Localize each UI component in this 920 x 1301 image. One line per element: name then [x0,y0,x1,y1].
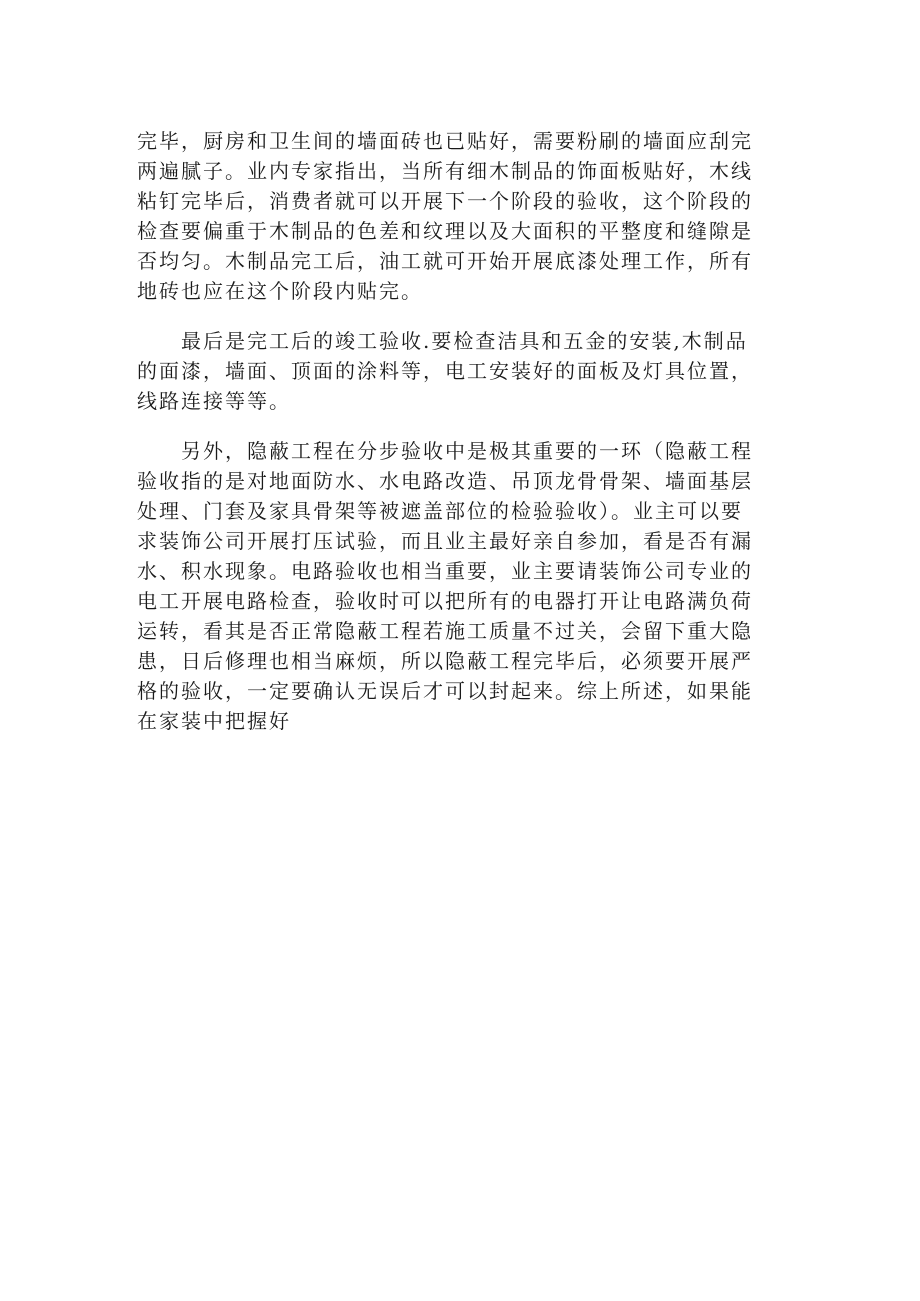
paragraph-2 [137,326,793,416]
text-line: 水、积水现象。电路验收也相当重要，业主要请装饰公司专业的 [137,559,753,583]
text-line: 在家装中把握好 [137,709,291,733]
paragraph-3 [137,436,793,736]
text-line: 运转，看其是否正常隐蔽工程若施工质量不过关，会留下重大隐 [137,619,753,643]
text-line: 处理、门套及家具骨架等被遮盖部位的检验验收）。业主可以要 [137,499,743,523]
text-line: 两遍腻子。业内专家指出，当所有细木制品的饰面板贴好，木线 [137,159,753,183]
text-line: 完毕，厨房和卫生间的墙面砖也已贴好，需要粉刷的墙面应刮完 [137,129,753,153]
paragraph-1 [137,126,793,306]
text-line: 最后是完工后的竣工验收.要检查洁具和五金的安装,木制品 [137,329,748,353]
text-line: 粘钉完毕后，消费者就可以开展下一个阶段的验收，这个阶段的 [137,189,753,213]
document-body [137,126,793,736]
text-line: 地砖也应在这个阶段内贴完。 [137,279,423,303]
text-line: 线路连接等等。 [137,389,291,413]
text-line: 否均匀。木制品完工后，油工就可开始开展底漆处理工作，所有 [137,249,753,273]
text-line: 检查要偏重于木制品的色差和纹理以及大面积的平整度和缝隙是 [137,219,753,243]
text-line: 验收指的是对地面防水、水电路改造、吊顶龙骨骨架、墙面基层 [137,469,753,493]
text-line: 另外，隐蔽工程在分步验收中是极其重要的一环（隐蔽工程 [137,439,753,463]
text-line: 的面漆，墙面、顶面的涂料等，电工安装好的面板及灯具位置， [137,359,753,383]
text-line: 患，日后修理也相当麻烦，所以隐蔽工程完毕后，必须要开展严 [137,649,753,673]
text-line: 格的验收，一定要确认无误后才可以封起来。综上所述，如果能 [137,679,753,703]
text-line: 电工开展电路检查，验收时可以把所有的电器打开让电路满负荷 [137,589,753,613]
text-line: 求装饰公司开展打压试验，而且业主最好亲自参加，看是否有漏 [137,529,753,553]
